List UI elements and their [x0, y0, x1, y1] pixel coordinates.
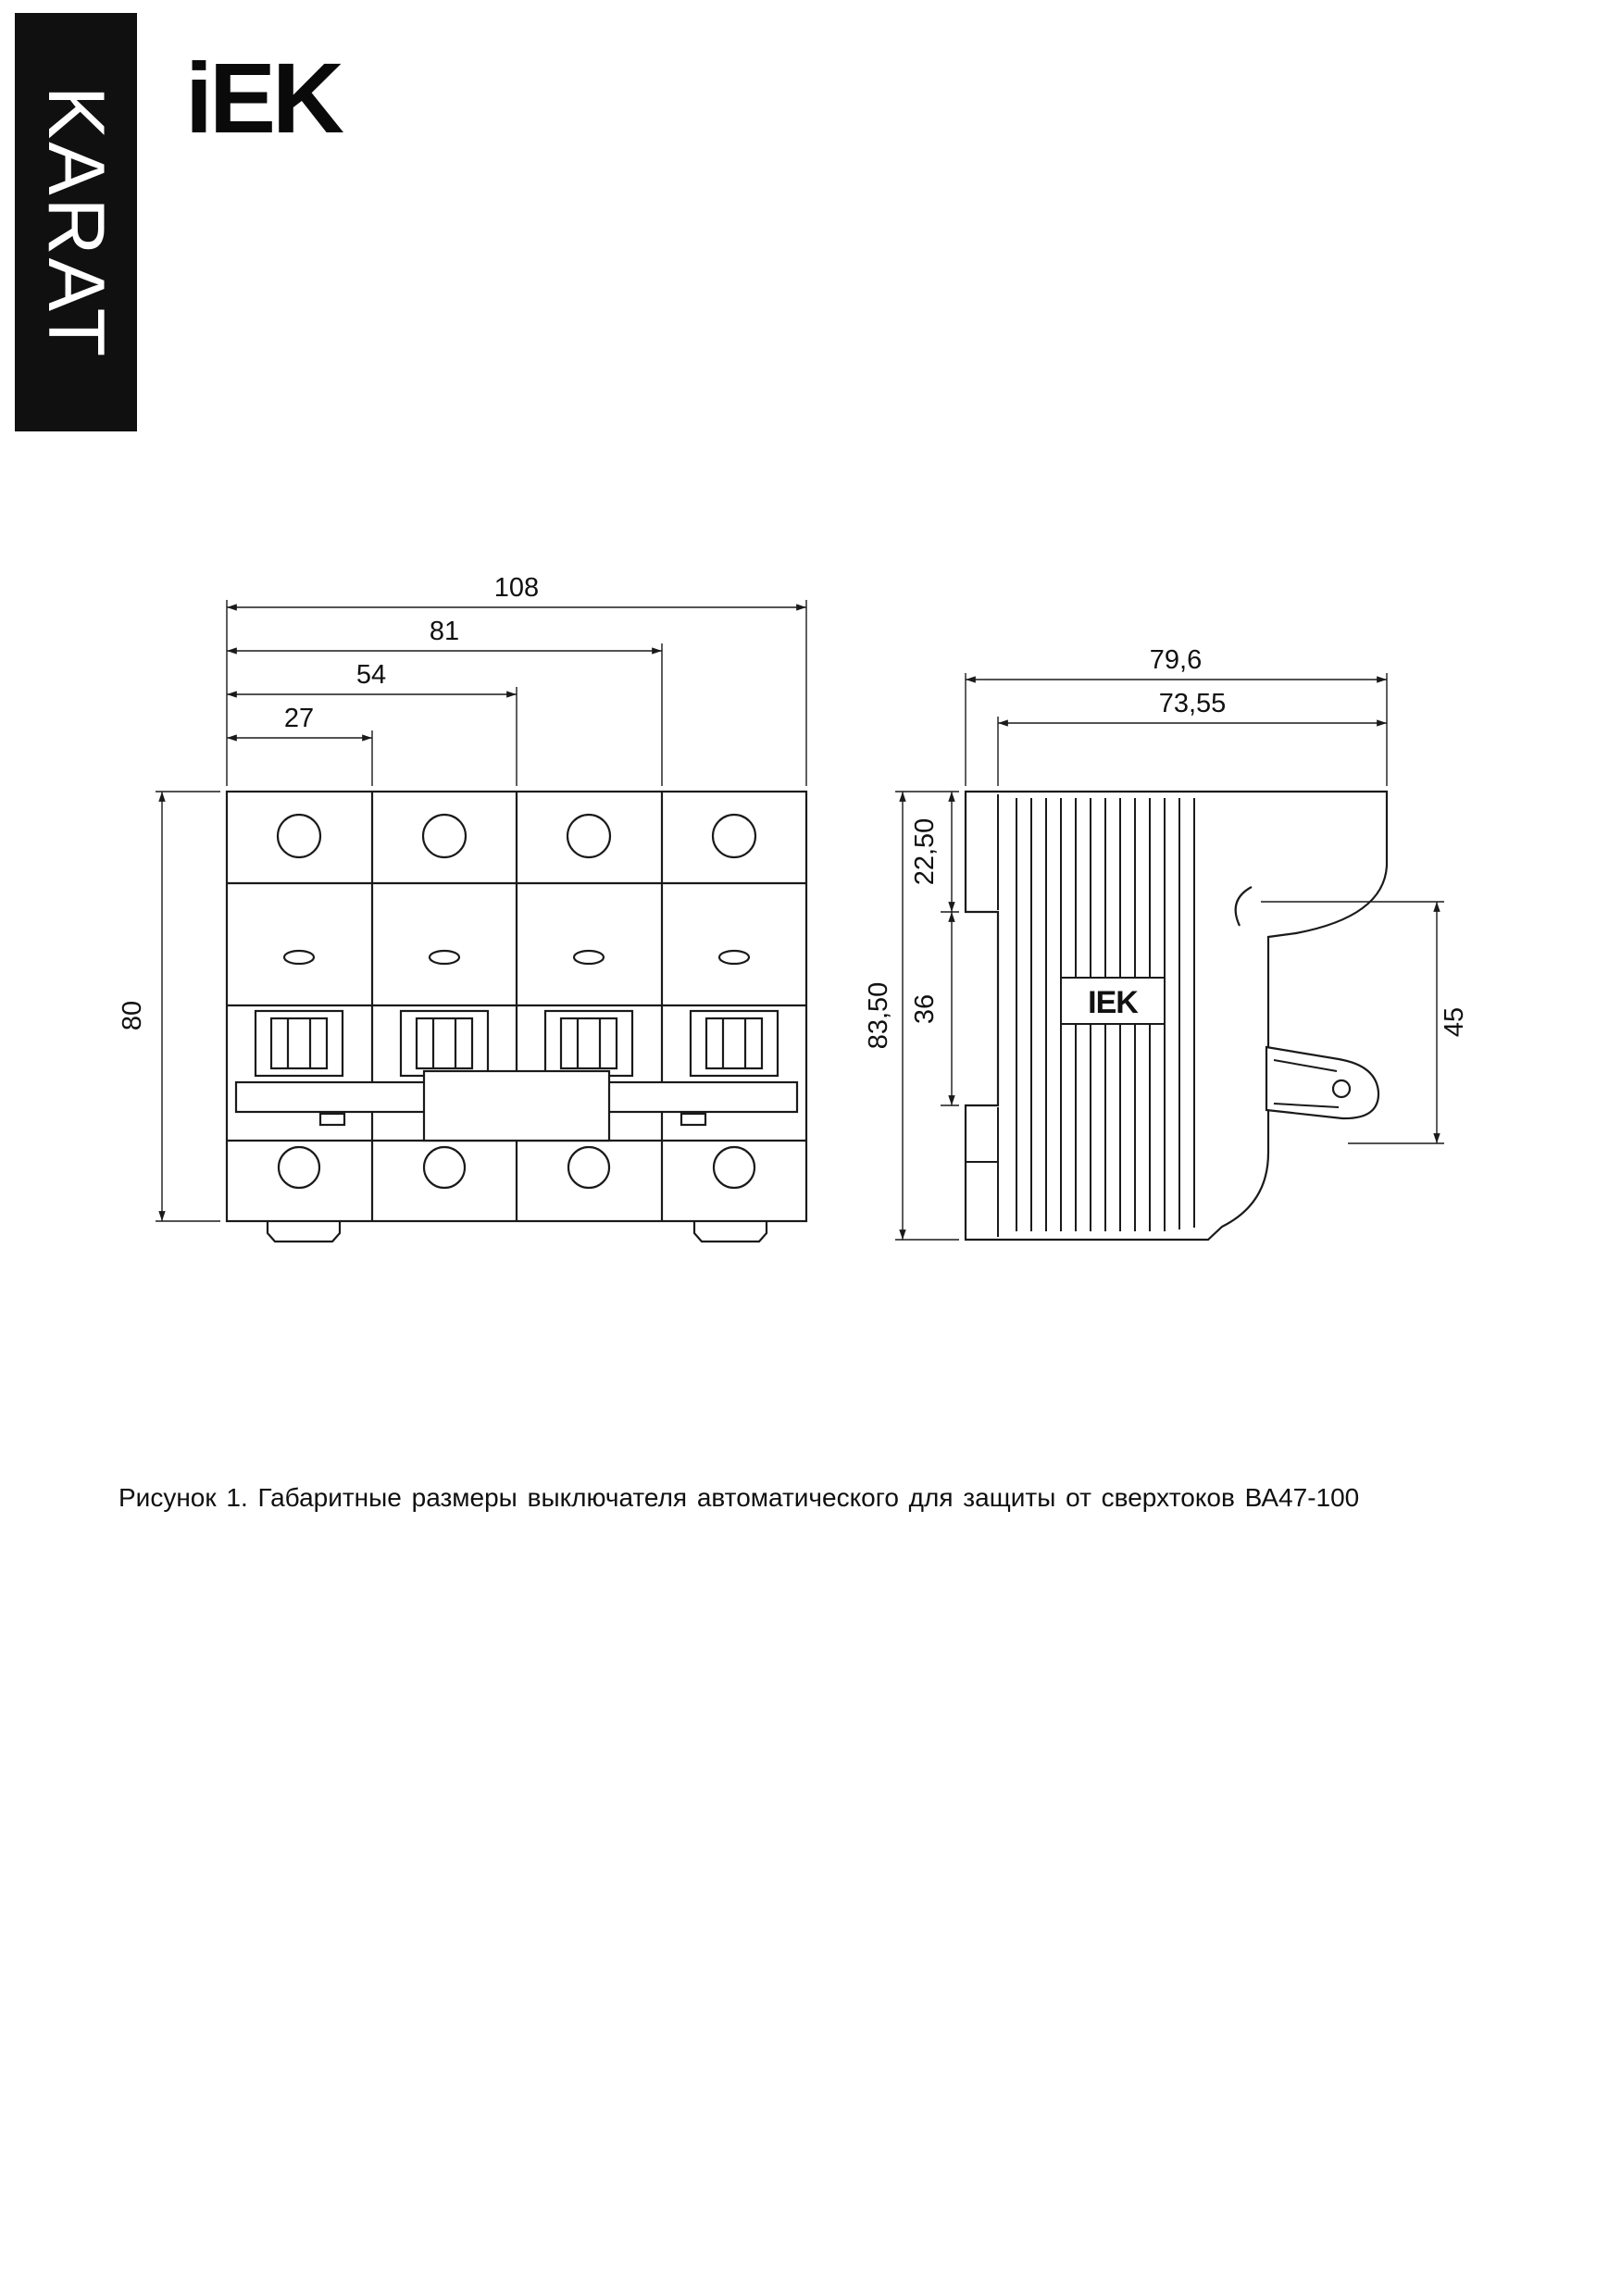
dim-36-label: 36: [910, 993, 940, 1025]
front-view: [227, 792, 806, 1242]
dim-80-label: 80: [118, 1000, 147, 1031]
side-toggle-lever: [1266, 1047, 1378, 1118]
front-tie-bar-rivet: [320, 1114, 344, 1125]
dim-108-label: 108: [493, 573, 540, 603]
dim-81-label: 81: [429, 617, 460, 646]
side-dimension-labels: [864, 645, 1469, 1049]
side-body-outline: [966, 792, 1387, 1240]
dim-22-50-label: 22,50: [910, 817, 940, 886]
front-din-tab: [268, 1221, 340, 1242]
front-dimension-labels: [118, 573, 539, 1030]
figure-caption: Рисунок 1. Габаритные размеры выключателя автоматического для защиты от сверхтоков ВА47-100: [118, 1483, 1360, 1512]
front-tie-bar-rivet: [681, 1114, 705, 1125]
side-dimension-lines: [903, 680, 1437, 1240]
dim-27-label: 27: [283, 704, 315, 733]
side-extension-lines: [895, 673, 1444, 1240]
front-center-plate: [424, 1071, 609, 1141]
front-din-tab: [694, 1221, 767, 1242]
side-logo: IEK: [1088, 985, 1138, 1020]
side-front-notch: [1236, 887, 1252, 926]
series-title: KARAT: [31, 85, 121, 359]
iek-logo: iEK: [185, 42, 342, 154]
side-view: [966, 792, 1387, 1240]
dim-79-6-label: 79,6: [1149, 645, 1203, 675]
dim-54-label: 54: [355, 660, 387, 690]
dim-73-55-label: 73,55: [1158, 689, 1227, 718]
dim-45-label: 45: [1440, 1006, 1469, 1038]
dim-83-50-label: 83,50: [864, 981, 893, 1050]
